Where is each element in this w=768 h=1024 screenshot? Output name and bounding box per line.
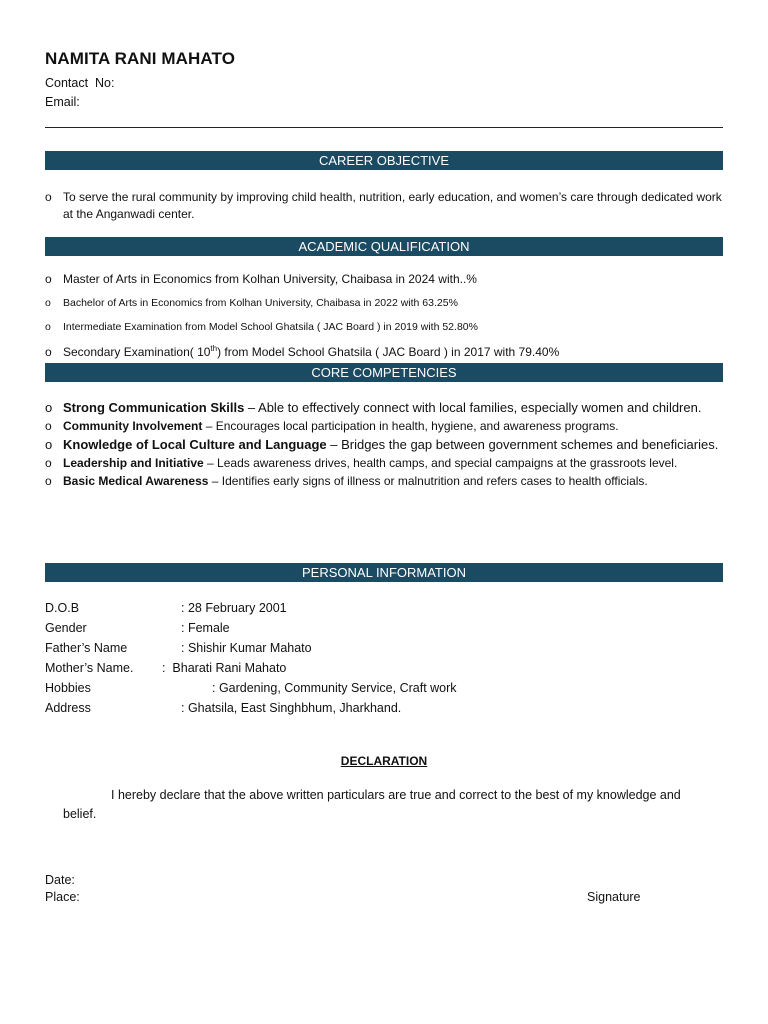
bullet-icon: o: [45, 456, 52, 470]
list-item: [45, 472, 725, 490]
academic-item-4-pre: Secondary Examination( 10: [63, 345, 211, 359]
section-bar-core-competencies: CORE COMPETENCIES: [45, 363, 723, 382]
competency-title: Basic Medical Awareness: [63, 474, 209, 488]
list-item: [45, 321, 743, 333]
career-objective-list: [45, 189, 725, 223]
list-item: [45, 272, 743, 286]
gender-value: : Female: [181, 621, 230, 635]
header-divider: [45, 127, 723, 128]
competencies-list: [45, 398, 725, 490]
declaration-heading: DECLARATION: [340, 754, 428, 768]
bullet-icon: o: [45, 345, 52, 359]
competency-desc: – Leads awareness drives, health camps, and special campaigns at the grassroots level.: [203, 456, 678, 470]
competency-title: Leadership and Initiative: [63, 456, 204, 470]
list-item: [45, 417, 725, 435]
candidate-name: NAMITA RANI MAHATO: [45, 49, 236, 68]
list-item: [45, 435, 725, 454]
signature-label: Signature: [587, 890, 641, 904]
academic-item-1: Master of Arts in Economics from Kolhan University, Chaibasa in 2024 with..%: [63, 272, 477, 286]
date-label: Date:: [45, 873, 75, 887]
bullet-icon: o: [45, 400, 53, 415]
address-value: : Ghatsila, East Singhbhum, Jharkhand.: [181, 701, 402, 715]
bullet-icon: o: [45, 272, 52, 286]
address-label: Address: [45, 701, 91, 715]
contact-label: Contact No:: [45, 76, 115, 90]
hobbies-label: Hobbies: [45, 681, 91, 695]
competency-desc: – Able to effectively connect with local families, especially women and children.: [244, 400, 702, 415]
section-bar-career-objective: CAREER OBJECTIVE: [45, 151, 723, 170]
declaration-text: I hereby declare that the above written particulars are true and correct to the best of my knowledge and belief.: [63, 788, 681, 821]
list-item: [45, 297, 743, 309]
list-item: [45, 398, 725, 417]
section-bar-academic-qualification: ACADEMIC QUALIFICATION: [45, 237, 723, 256]
academic-item-4: [63, 345, 559, 359]
list-item: [45, 454, 725, 472]
competency-desc: – Identifies early signs of illness or malnutrition and refers cases to health officials.: [208, 474, 648, 488]
academic-item-2: Bachelor of Arts in Economics from Kolhan University, Chaibasa in 2022 with 63.25%: [63, 297, 458, 309]
mother-name-value: : Bharati Rani Mahato: [162, 661, 287, 675]
hobbies-value: : Gardening, Community Service, Craft work: [212, 681, 457, 695]
bullet-icon: o: [45, 297, 51, 309]
dob-label: D.O.B: [45, 601, 80, 615]
section-bar-personal-information: PERSONAL INFORMATION: [45, 563, 723, 582]
competency-title: Knowledge of Local Culture and Language: [63, 437, 327, 452]
career-objective-text: To serve the rural community by improving child health, nutrition, early education, and women’s care through dedicated work at the Anganwadi center.: [63, 190, 722, 221]
competency-title: Community Involvement: [63, 419, 203, 433]
bullet-icon: o: [45, 474, 52, 488]
list-item: [45, 189, 725, 223]
mother-name-label: Mother’s Name.: [45, 661, 134, 675]
competency-title: Strong Communication Skills: [63, 400, 245, 415]
bullet-icon: o: [45, 190, 52, 204]
gender-label: Gender: [45, 621, 87, 635]
academic-item-4-post: ) from Model School Ghatsila ( JAC Board ) in 2017 with 79.40%: [217, 345, 560, 359]
academic-item-4-sup: th: [210, 344, 218, 353]
academic-item-3: Intermediate Examination from Model School Ghatsila ( JAC Board ) in 2019 with 52.80%: [63, 321, 478, 333]
email-label: Email:: [45, 95, 80, 109]
contact-block: [45, 74, 114, 112]
list-item: [45, 345, 743, 359]
bullet-icon: o: [45, 419, 52, 433]
father-name-label: Father’s Name: [45, 641, 128, 655]
dob-value: : 28 February 2001: [181, 601, 287, 615]
father-name-value: : Shishir Kumar Mahato: [181, 641, 312, 655]
competency-desc: – Encourages local participation in health, hygiene, and awareness programs.: [202, 419, 619, 433]
place-label: Place:: [45, 890, 80, 904]
bullet-icon: o: [45, 437, 53, 452]
bullet-icon: o: [45, 321, 51, 333]
competency-desc: – Bridges the gap between government schemes and beneficiaries.: [326, 437, 719, 452]
